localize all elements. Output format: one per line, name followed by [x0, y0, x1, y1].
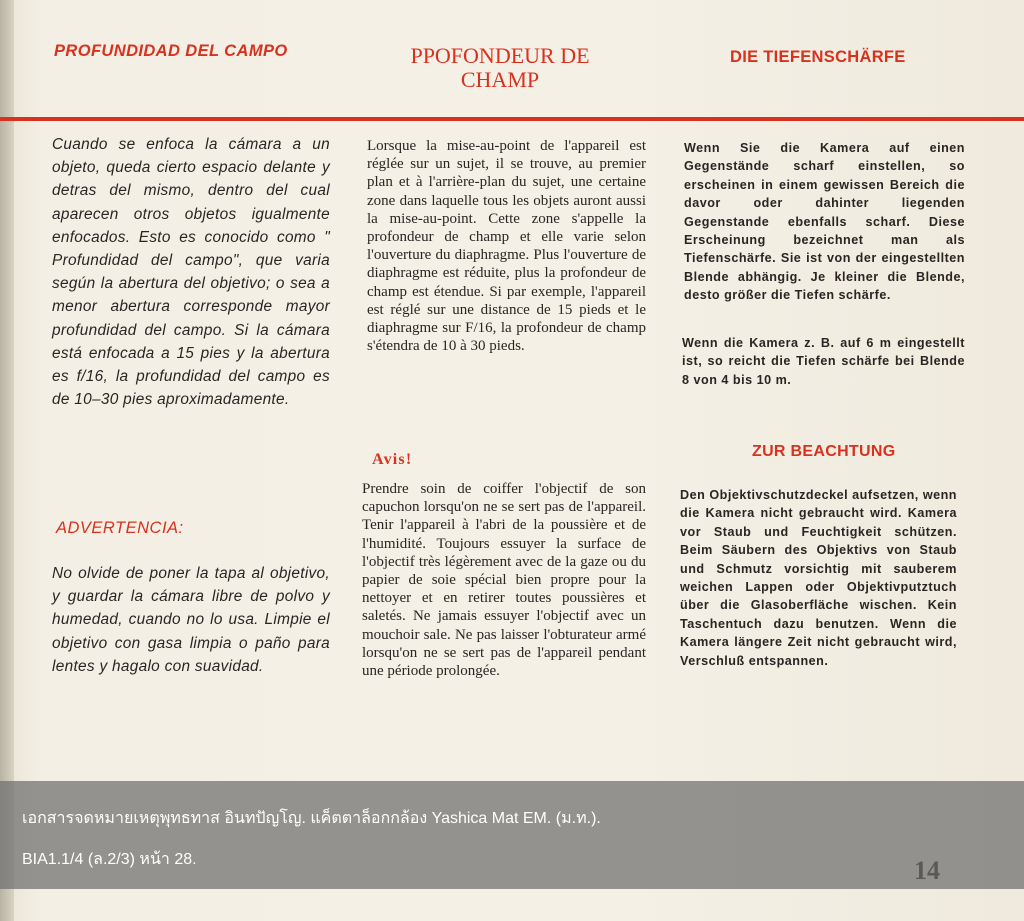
caption-line-1: เอกสารจดหมายเหตุพุทธทาส อินทปัญโญ. แค็ตตาล็อกกล้อง Yashica Mat EM. (ม.ท.).: [22, 810, 601, 827]
archive-caption-bar: [0, 781, 1024, 889]
french-body-text: Lorsque la mise-au-point de l'appareil est réglée sur un sujet, il se trouve, au premier plan et à l'arrière-plan du sujet, une certaine zone dans laquelle tous les objets auront aussi la mise-au-point. Cette zone s'appelle la profondeur de champ et elle varie selon l'ouverture du diaphragme. Plus l'ouverture de diaphragme est réduite, plus la profondeur de champ est étendue. Si par exemple, l'appareil est réglé sur une distance de 15 pieds et le diaphragme sur F/16, la profondeur de champ s'étendra de 10 à 30 pieds.: [367, 138, 646, 355]
spanish-warning-title: ADVERTENCIA:: [56, 519, 184, 537]
spanish-warning-text: No olvide de poner la tapa al objetivo, y guardar la cámara libre de polvo y humedad, cuando no lo usa. Limpie el objetivo con gasa limpia o paño para lentes y hagalo con suavidad.: [52, 565, 330, 675]
heading-french: PPOFONDEUR DE CHAMP: [410, 43, 590, 92]
german-note-title: ZUR BEACHTUNG: [752, 443, 896, 460]
heading-spanish: PROFUNDIDAD DEL CAMPO: [54, 42, 288, 60]
header-divider: [0, 117, 1024, 121]
french-avis-text: Prendre soin de coiffer l'objectif de son capuchon lorsqu'on ne se sert pas de l'appareil. Tenir l'appareil à l'abri de la poussière et de l'humidité. Toujours essuyer la surface de l'objectif très légèrement avec de la gaze ou du papier de soie spécial bien propre pour la nettoyer et en retirer toutes poussières et saletés. Ne jamais essuyer l'objectif avec un mouchoir sale. Ne pas laisser l'obturateur armé lorsqu'on ne se sert pas de l'appareil pendant une période prolongée.: [362, 481, 646, 680]
spanish-body-text: Cuando se enfoca la cámara a un objeto, queda cierto espacio delante y detras del mismo, dentro del cual aparecen otros objetos igualmente enfocados. Esto es conocido como " Profundidad del campo", que varia según la abertura del objetivo; o sea a menor abertura corresponde mayor profundidad del campo. Si la cámara está enfocada a 15 pies y la abertura es f/16, la profundidad del campo es de 10–30 pies aproximadamente.: [52, 136, 330, 409]
german-example-text: Wenn die Kamera z. B. auf 6 m eingestellt ist, so reicht die Tiefen schärfe bei Blende 8 von 4 bis 10 m.: [682, 336, 965, 387]
heading-german: DIE TIEFENSCHÄRFE: [730, 48, 906, 66]
french-avis-title: Avis!: [372, 451, 413, 468]
german-body-text: Wenn Sie die Kamera auf einen Gegenstände scharf einstellen, so erscheinen in einem gewissen Bereich die davor oder dahinter liegenden Gegenstande ebenfalls scharf. Diese Erscheinung bezeichnet man als Tiefenschärfe. Sie ist von der eingestellten Blende abhängig. Je kleiner die Blende, desto größer die Tiefen schärfe.: [684, 141, 965, 303]
german-note-text: Den Objektivschutzdeckel aufsetzen, wenn die Kamera nicht gebraucht wird. Kamera vor Staub und Feuchtigkeit schützen. Beim Säubern des Objektivs von Staub und Schmutz vorsichtig mit sauberem weichen Lappen oder Objektivputztuch über die Glasoberfläche wischen. Kein Taschentuch dazu benutzen. Wenn die Kamera längere Zeit nicht gebraucht wird, Verschluß entspannen.: [680, 488, 957, 668]
caption-line-2: BIA1.1/4 (ล.2/3) หน้า 28.: [22, 851, 197, 868]
